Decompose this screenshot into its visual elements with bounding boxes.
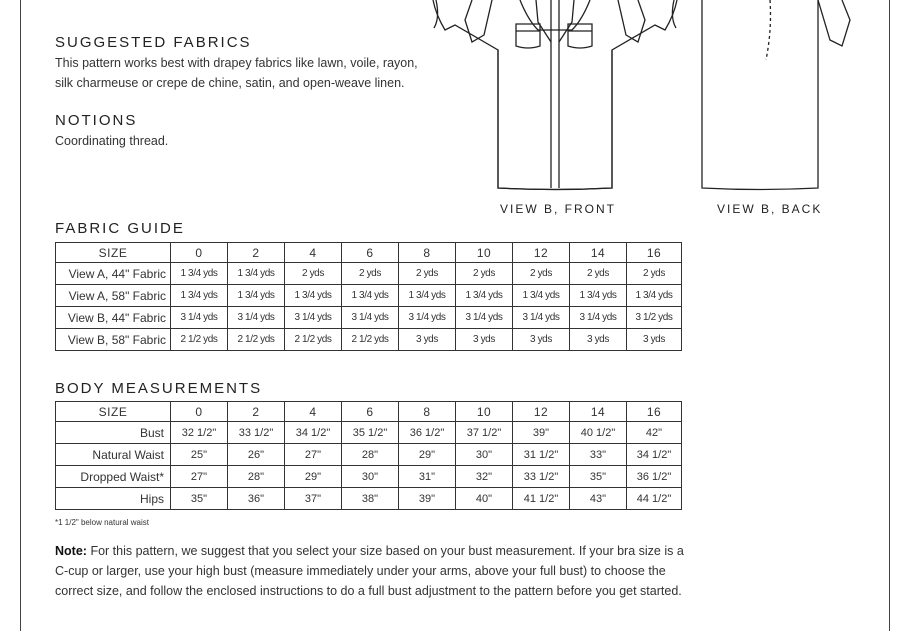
fabric-guide-cell: 3 1/4 yds [285,307,342,329]
body-measurements-size-header: 14 [570,402,627,422]
fabric-guide-cell: 2 yds [456,263,513,285]
dropped-waist-footnote: *1 1/2" below natural waist [55,518,150,527]
fabric-guide-cell: 1 3/4 yds [513,285,570,307]
suggested-fabrics-line-1: This pattern works best with drapey fabrics like lawn, voile, rayon, [55,56,418,70]
sizing-note [55,541,695,601]
body-measurements-cell: 41 1/2" [513,488,570,510]
front-outline [433,0,677,190]
back-seam [766,0,771,60]
body-measurements-cell: 25" [171,444,228,466]
fabric-guide-size-header: 4 [285,243,342,263]
fabric-guide-table [55,242,682,351]
front-right-sleeve [618,0,645,42]
fabric-guide-size-header: 12 [513,243,570,263]
body-measurements-cell: 29" [285,466,342,488]
size-label: SIZE [56,243,171,263]
body-measurements-cell: 27" [285,444,342,466]
body-measurements-cell: 30" [456,444,513,466]
fabric-guide-cell: 2 yds [285,263,342,285]
view-b-front-caption: VIEW B, FRONT [500,202,616,216]
body-measurements-header-row [56,402,682,422]
front-placket [551,0,559,188]
fabric-guide-cell: 1 3/4 yds [399,285,456,307]
front-left-sleeve [465,0,492,42]
body-measurements-cell: 36 1/2" [627,466,682,488]
body-measurements-cell: 33 1/2" [228,422,285,444]
body-measurements-cell: 38" [342,488,399,510]
body-measurements-size-header: 0 [171,402,228,422]
body-measurements-cell: 44 1/2" [627,488,682,510]
front-body [498,50,612,190]
body-measurements-cell: 40 1/2" [570,422,627,444]
body-measurements-cell: 35 1/2" [342,422,399,444]
fabric-guide-size-header: 14 [570,243,627,263]
fabric-guide-cell: 1 3/4 yds [171,263,228,285]
fabric-guide-cell: 3 1/2 yds [627,307,682,329]
body-measurements-cell: 35" [570,466,627,488]
fabric-guide-size-header: 6 [342,243,399,263]
fabric-guide-cell: 2 1/2 yds [342,329,399,351]
suggested-fabrics-heading: SUGGESTED FABRICS [55,34,252,51]
body-measurements-size-header: 6 [342,402,399,422]
fabric-guide-size-header: 0 [171,243,228,263]
fabric-guide-row [56,329,682,351]
body-measurements-row-label: Hips [56,488,171,510]
fabric-guide-cell: 1 3/4 yds [342,285,399,307]
body-measurements-cell: 39" [399,488,456,510]
body-measurements-cell: 30" [342,466,399,488]
body-measurements-cell: 36 1/2" [399,422,456,444]
fabric-guide-cell: 3 1/4 yds [342,307,399,329]
fabric-guide-cell: 2 yds [342,263,399,285]
body-measurements-cell: 35" [171,488,228,510]
fabric-guide-row [56,285,682,307]
body-measurements-cell: 28" [342,444,399,466]
body-measurements-cell: 32" [456,466,513,488]
notions-text: Coordinating thread. [55,134,169,148]
fabric-guide-cell: 2 yds [570,263,627,285]
fabric-guide-row-label: View A, 44" Fabric [56,263,171,285]
page-border-left [20,0,21,631]
fabric-guide-cell: 1 3/4 yds [570,285,627,307]
body-measurements-row-label: Dropped Waist* [56,466,171,488]
body-measurements-cell: 33 1/2" [513,466,570,488]
fabric-guide-cell: 2 yds [627,263,682,285]
fabric-guide-cell: 1 3/4 yds [285,285,342,307]
fabric-guide-size-header: 16 [627,243,682,263]
fabric-guide-header-row [56,243,682,263]
body-measurements-row-label: Natural Waist [56,444,171,466]
fabric-guide-cell: 3 yds [513,329,570,351]
suggested-fabrics-line-2: silk charmeuse or crepe de chine, satin, and open-weave linen. [55,76,405,90]
body-measurements-cell: 33" [570,444,627,466]
front-right-pocket [568,24,592,48]
body-measurements-size-header: 16 [627,402,682,422]
fabric-guide-cell: 1 3/4 yds [627,285,682,307]
fabric-guide-cell: 3 1/4 yds [570,307,627,329]
note-label: Note: [55,544,87,558]
fabric-guide-row [56,307,682,329]
fabric-guide-cell: 3 1/4 yds [399,307,456,329]
body-measurements-cell: 31" [399,466,456,488]
fabric-guide-cell: 2 yds [513,263,570,285]
body-measurements-cell: 32 1/2" [171,422,228,444]
body-measurements-size-header: 12 [513,402,570,422]
body-measurements-row [56,444,682,466]
fabric-guide-heading: FABRIC GUIDE [55,220,185,237]
body-measurements-cell: 34 1/2" [285,422,342,444]
fabric-guide-cell: 2 1/2 yds [171,329,228,351]
fabric-guide-cell: 3 1/4 yds [228,307,285,329]
fabric-guide-size-header: 2 [228,243,285,263]
fabric-guide-cell: 3 1/4 yds [171,307,228,329]
body-measurements-cell: 27" [171,466,228,488]
fabric-guide-cell: 3 yds [627,329,682,351]
back-sleeve [818,0,850,46]
size-label: SIZE [56,402,171,422]
body-measurements-cell: 26" [228,444,285,466]
note-text: For this pattern, we suggest that you select your size based on your bust measurement. If your bra size is a C-cup or larger, use your high bust (measure immediately under your arms, above your full bust) to choose the correct size, and follow the enclosed instructions to do a full bust adjustment to the pattern before you get started. [55,544,684,598]
body-measurements-table [55,401,682,510]
body-measurements-size-header: 2 [228,402,285,422]
body-measurements-size-header: 4 [285,402,342,422]
fabric-guide-cell: 3 yds [456,329,513,351]
fabric-guide-row-label: View B, 58" Fabric [56,329,171,351]
body-measurements-heading: BODY MEASUREMENTS [55,380,263,397]
fabric-guide-row-label: View B, 44" Fabric [56,307,171,329]
body-measurements-row [56,422,682,444]
fabric-guide-cell: 2 1/2 yds [228,329,285,351]
body-measurements-cell: 40" [456,488,513,510]
view-b-back-caption: VIEW B, BACK [717,202,823,216]
fabric-guide-cell: 2 yds [399,263,456,285]
fabric-guide-cell: 1 3/4 yds [456,285,513,307]
body-measurements-row [56,488,682,510]
fabric-guide-cell: 3 1/4 yds [456,307,513,329]
fabric-guide-cell: 2 1/2 yds [285,329,342,351]
notions-heading: NOTIONS [55,112,138,129]
fabric-guide-cell: 3 1/4 yds [513,307,570,329]
body-measurements-size-header: 10 [456,402,513,422]
body-measurements-cell: 39" [513,422,570,444]
fabric-guide-row-label: View A, 58" Fabric [56,285,171,307]
front-shoulder-line [520,0,590,30]
fabric-guide-size-header: 10 [456,243,513,263]
fabric-guide-cell: 3 yds [570,329,627,351]
body-measurements-cell: 34 1/2" [627,444,682,466]
body-measurements-cell: 29" [399,444,456,466]
body-measurements-cell: 28" [228,466,285,488]
view-b-front-illustration [480,0,630,192]
body-measurements-row-label: Bust [56,422,171,444]
fabric-guide-row [56,263,682,285]
fabric-guide-cell: 1 3/4 yds [171,285,228,307]
view-b-back-illustration [690,0,830,192]
fabric-guide-cell: 3 yds [399,329,456,351]
page-border-right [889,0,890,631]
body-measurements-cell: 31 1/2" [513,444,570,466]
suggested-fabrics-text [55,53,418,93]
body-measurements-cell: 37" [285,488,342,510]
fabric-guide-size-header: 8 [399,243,456,263]
back-outline [702,0,818,190]
body-measurements-size-header: 8 [399,402,456,422]
body-measurements-cell: 37 1/2" [456,422,513,444]
body-measurements-cell: 36" [228,488,285,510]
body-measurements-row [56,466,682,488]
fabric-guide-cell: 1 3/4 yds [228,285,285,307]
body-measurements-cell: 43" [570,488,627,510]
fabric-guide-cell: 1 3/4 yds [228,263,285,285]
body-measurements-cell: 42" [627,422,682,444]
